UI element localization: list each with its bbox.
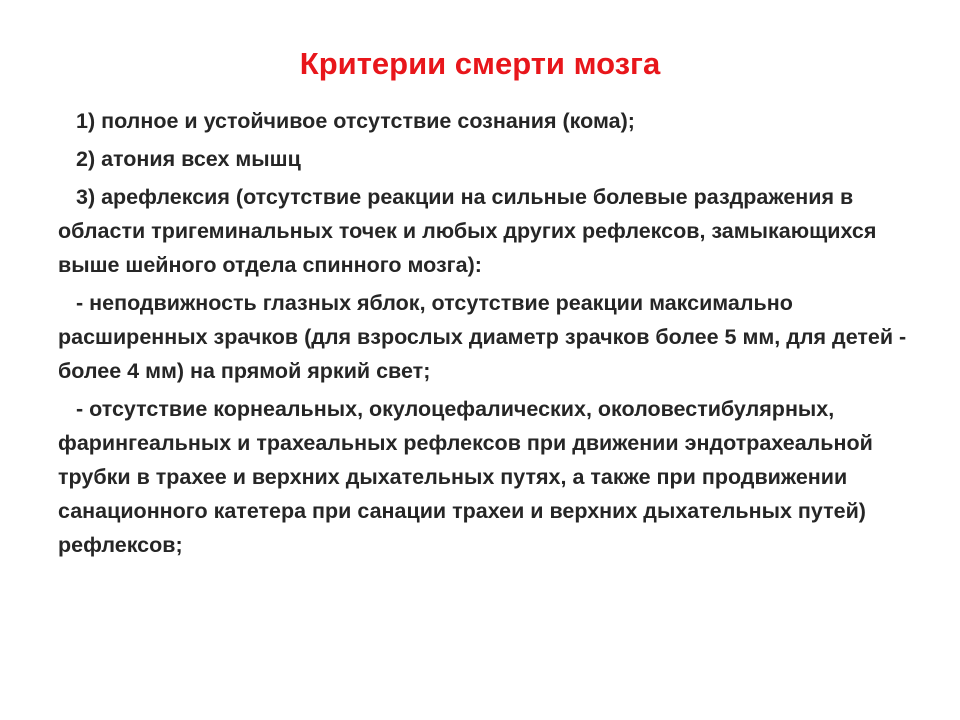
criterion-pupils: - неподвижность глазных яблок, отсутствие реакции максимально расширенных зрачков (для взрослых диаметр зрачков более 5 мм, для детей - более 4 мм) на прямой яркий свет; [58,291,907,383]
criterion-coma: 1) полное и устойчивое отсутствие сознания (кома); [76,109,635,133]
criterion-atonia: 2) атония всех мышц [76,147,301,171]
criterion-reflexes: - отсутствие корнеальных, окулоцефалических, околовестибулярных, фарингеальных и трахеальных рефлексов при движении эндотрахеальной трубки в трахее и верхних дыхательных путях, а также при продвижении санационного катетера при санации трахеи и верхних дыхательных путей) рефлексов; [58,397,873,557]
slide-body [58,104,908,566]
criterion-areflexia: 3) арефлексия (отсутствие реакции на сильные болевые раздражения в области тригеминальных точек и любых других рефлексов, замыкающихся выше шейного отдела спинного мозга): [58,185,877,277]
slide-title: Критерии смерти мозга [299,46,661,81]
